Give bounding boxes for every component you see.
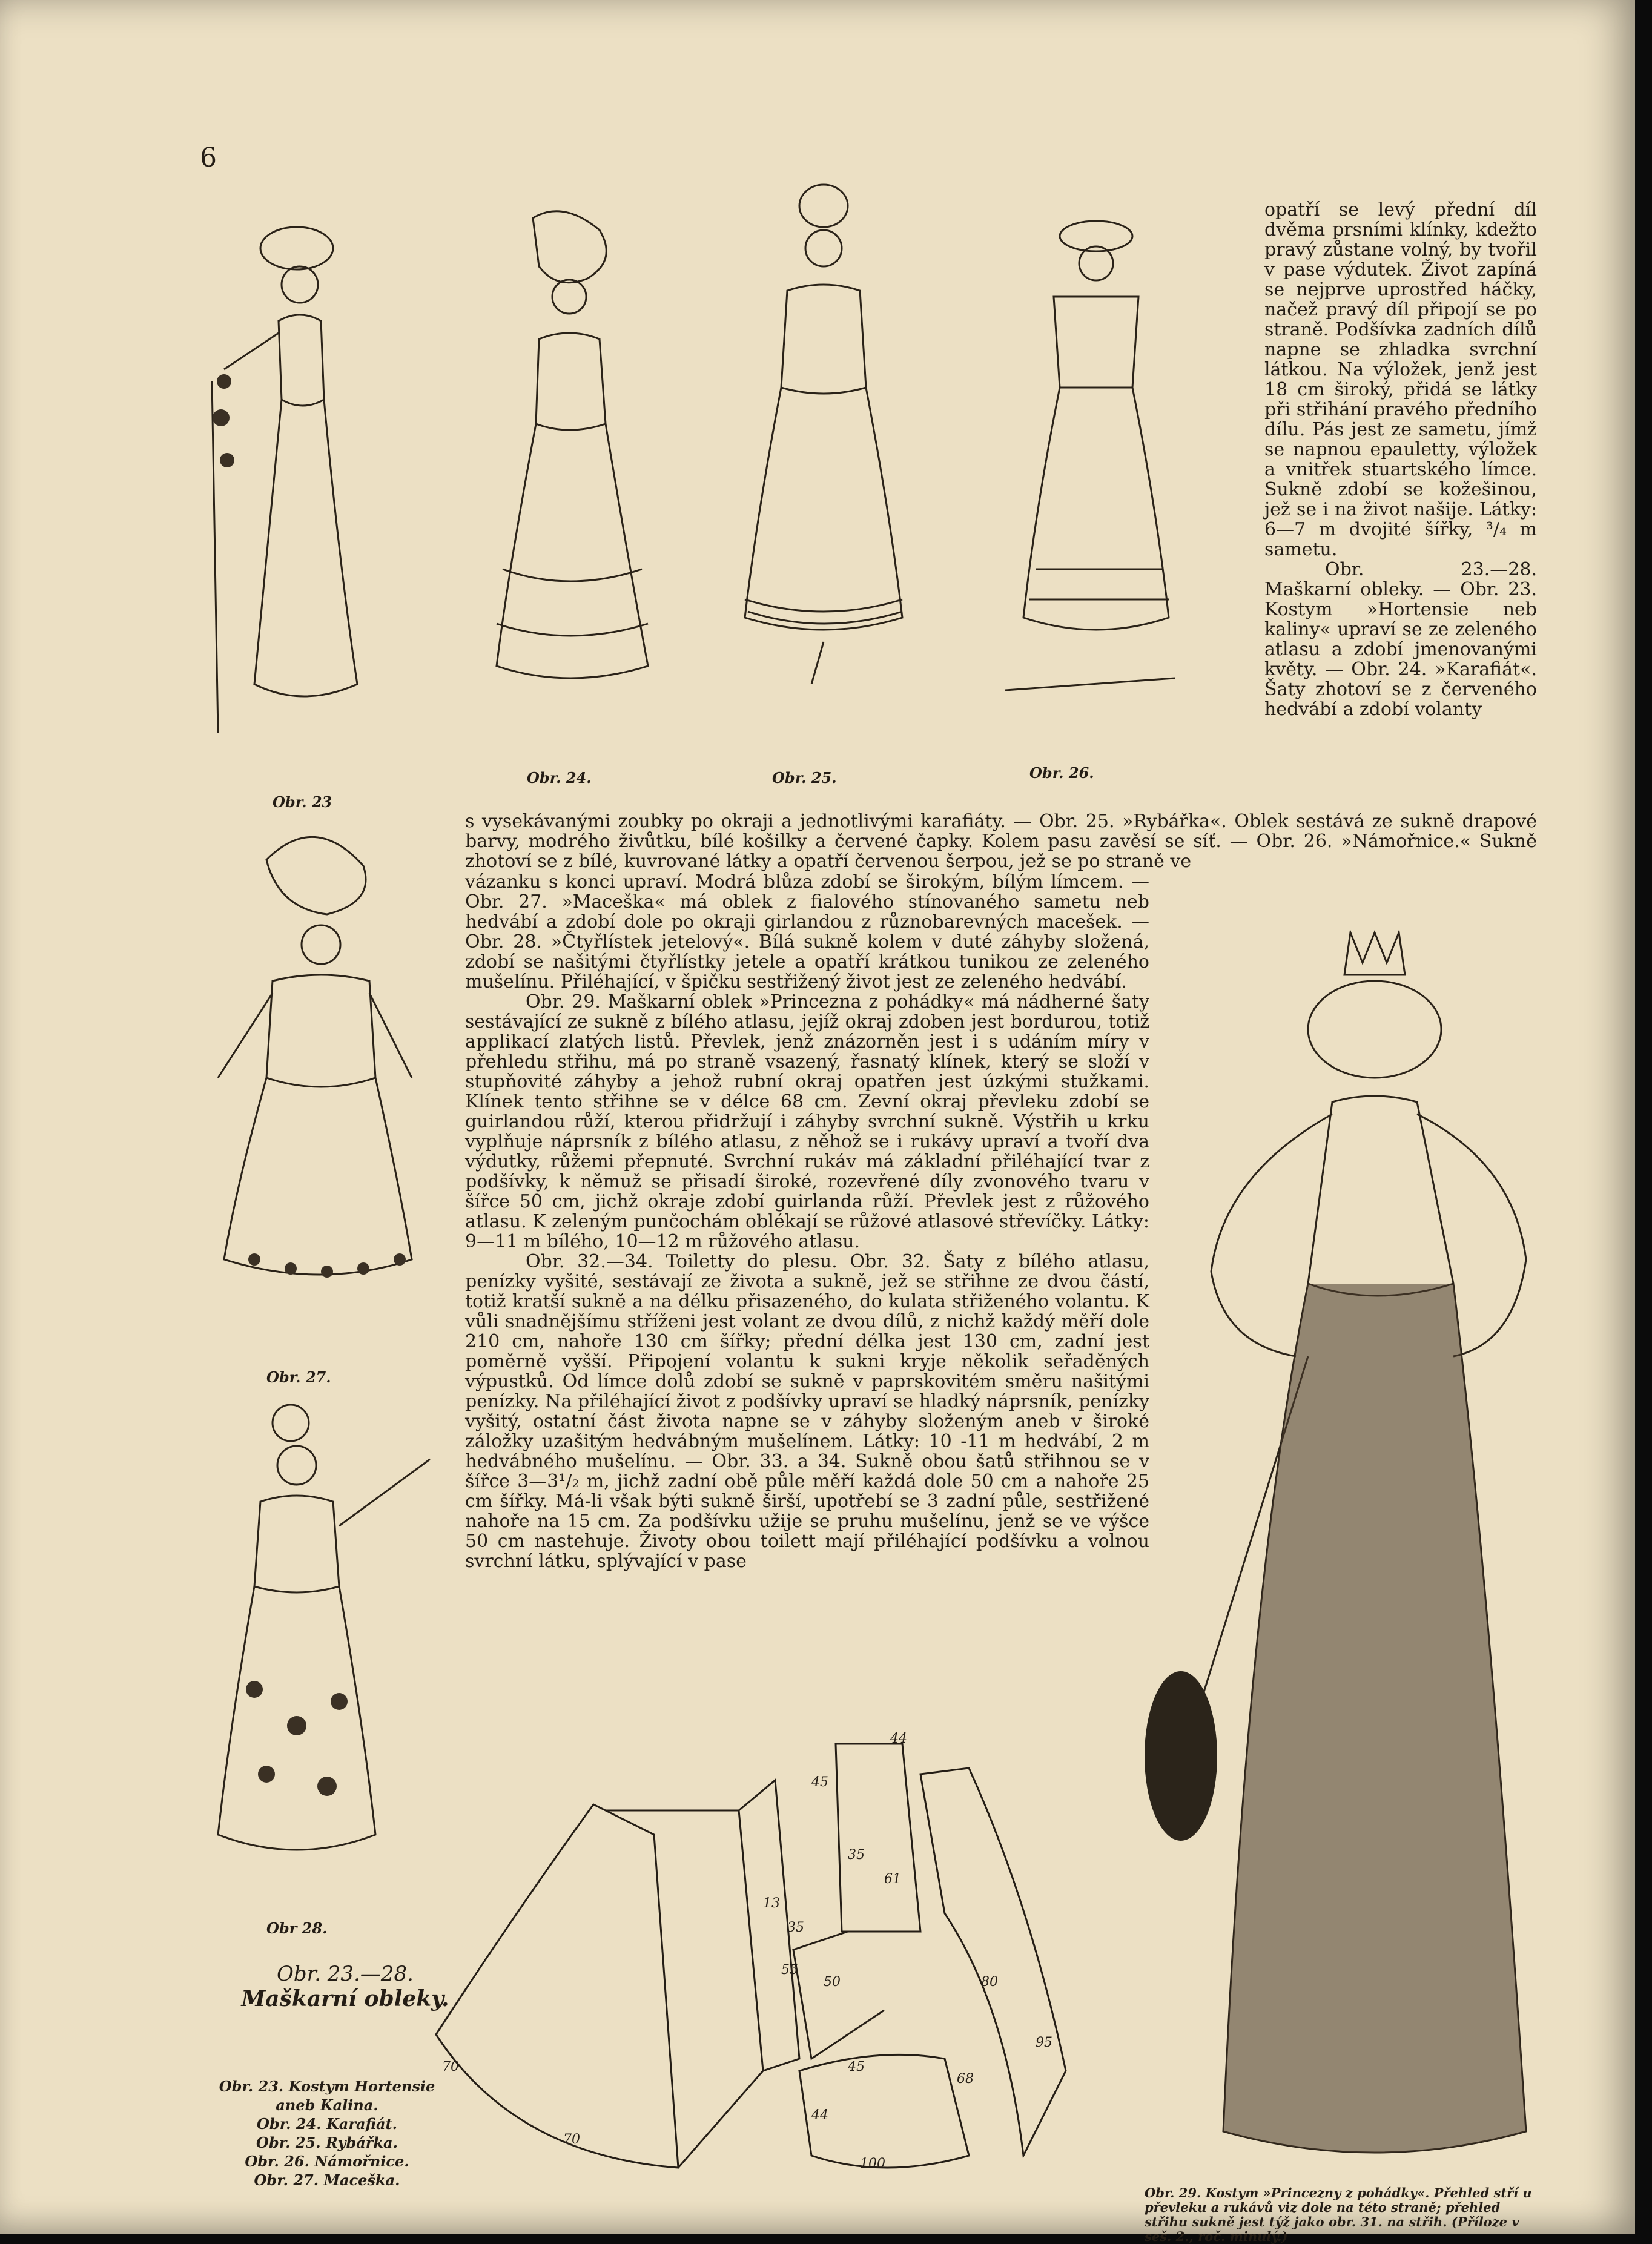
- pattern-label: 50: [824, 1975, 841, 1990]
- figure-23-label: Obr. 23: [273, 793, 332, 811]
- body-paragraph: Obr. 32.—34. Toiletty do plesu. Obr. 32. Šaty z bílého atlasu, penízky vyšité, sestávají ze života a sukně, jež se střihne ze dvou částí, totiž kratší sukně a na délku přisazeného, do kulata střiženého volantu. K vůli snadnějšímu stříženi jest volant ze dvou dílů, z nichž každý měří dole 210 cm, nahoře 130 cm šířky; přední délka jest 130 cm, zadní jest poměrně vyšší. Připojení volantu k sukni kryje několik seřaděných výpustků. Od límce dolů zdobí se sukně v paprskovitém směru našitými penízky. Na přiléhající život z podšívky upraví se hladký náprsník, penízky vyšitý, ostatní část života napne se v záhyby složeným aneb v široké záložky uzašitým hedvábným mušelínem. Látky: 10 -11 m hedvábí, 2 m hedvábného mušelínu. — Obr. 33. a 34. Sukně obou šatů střihnou se v šířce 3—3¹/₂ m, jichž zadní obě půle měří každá dole 50 cm a nahoře 25 cm šířky. Má-li však býti sukně širší, upotřebí se 3 zadní půle, sestřižené nahoře na 15 cm. Za podšívku užije se pruhu mušelínu, jenž se ve výšce 50 cm nastehuje. Životy obou toilett mají přiléhající podšívku a volnou svrchní látku, splývající v pase: [465, 1251, 1149, 1572]
- right-paragraph: Obr. 23.—28. Maškarní obleky. — Obr. 23. Kostym »Hortensie neb kaliny« upraví se ze zeleného atlasu a zdobí jmenovanými květy. — Obr. 24. »Karafiát«. Šaty zhotoví se z červeného hedvábí a zdobí volanty: [1264, 559, 1537, 720]
- wide-paragraph: s vysekávanými zoubky po okraji a jednotlivými karafiáty. — Obr. 25. »Rybářka«. Oblek sestává ze sukně drapové barvy, modrého živůtku, bílé košilky a červené čapky. Kolem pasu zavěsí se síť. — Obr. 26. »Námořnice.« Sukně zhotoví se z bílé, kuvrované látky a opatří červenou šerpou, jež se po straně ve: [465, 811, 1537, 872]
- pattern-label: 70: [563, 2132, 580, 2147]
- legend-item: Obr. 25. Rybářka.: [256, 2134, 398, 2151]
- figure-29-caption: Obr. 29. Kostym »Princezny z pohádky«. Přehled stří u převleku a rukávů viz dole na této straně; přehled střihu sukně jest týž jako obr. 31. na střih. (Příloze v seš. 2., roč. minulý.): [1145, 2185, 1532, 2244]
- pattern-label: 44: [811, 2108, 828, 2123]
- figure-29-illustration: [1090, 920, 1550, 2180]
- figure-27-illustration: [182, 823, 436, 1308]
- pattern-label: 35: [848, 1847, 865, 1863]
- figure-26-illustration: [981, 206, 1199, 708]
- figure-24-label: Obr. 24.: [527, 769, 592, 787]
- right-column-text: [1264, 200, 1537, 719]
- legend-title: Obr. 23.—28.: [277, 1962, 414, 1986]
- pattern-label: 35: [787, 1920, 804, 1935]
- sewing-pattern-diagram: [424, 1732, 1084, 2180]
- pattern-label: 100: [860, 2156, 885, 2171]
- page-number: 6: [200, 142, 217, 173]
- wide-text: [465, 811, 1537, 871]
- figure-25-label: Obr. 25.: [772, 769, 837, 787]
- pattern-label: 45: [811, 1775, 828, 1790]
- legend-subtitle: Maškarní obleky.: [241, 1986, 449, 2011]
- pattern-label: 61: [884, 1872, 901, 1887]
- pattern-label: 95: [1036, 2035, 1052, 2050]
- figures-legend-title: [230, 1962, 460, 2011]
- right-paragraph: opatří se levý přední díl dvěma prsními klínky, kdežto pravý zůstane volný, by tvořil v pase výdutek. Život zapíná se nejprve uprostřed háčky, načež pravý díl připojí se po straně. Podšívka zadních dílů napne se zhladka svrchní látkou. Na výložek, jenž jest 18 cm široký, přidá se látky při střihání pravého předního dílu. Pás jest ze sametu, jímž se napnou epauletty, výložek a vnitřek stuartského límce. Sukně zdobí se kožešinou, jež se i na život našije. Látky: 6—7 m dvojité šířky, ³/₄ m sametu.: [1264, 199, 1537, 560]
- pattern-label: 80: [981, 1975, 998, 1990]
- pattern-label: 70: [442, 2059, 459, 2074]
- figure-23-illustration: [182, 200, 388, 745]
- pattern-label: 55: [781, 1962, 798, 1978]
- pattern-label: 68: [957, 2071, 974, 2087]
- body-paragraph: Obr. 29. Maškarní oblek »Princezna z pohádky« má nádherné šaty sestávající ze sukně z bílého atlasu, jejíž okraj zdoben jest bordurou, totiž applikací zlatých listů. Převlek, jenž znázorněn jest i s udáním míry v přehledu střihu, má po straně vsazený, řasnatý klínek, který se složí v stupňovité záhyby a jehož rubní okraj opatřen jest úzkými stužkami. Klínek tento střihne se v délce 68 cm. Zevní okraj převleku zdobí se guirlandou růží, kterou přidržují i záhyby svrchní sukně. Výstřih u krku vyplňuje náprsník z bílého atlasu, z něhož se i rukávy upraví a tvoří dva výdutky, růžemi přepnuté. Svrchní rukáv má základní přiléhající tvar z podšívky, k němuž se přisadí široké, rozevřené díly zvonového tvaru v šířce 50 cm, jichž okraje zdobí guirlanda růží. Převlek jest z růžového atlasu. K zeleným punčochám oblékají se růžové atlasové střevíčky. Látky: 9—11 m bílého, 10—12 m růžového atlasu.: [465, 991, 1149, 1252]
- pattern-label: 13: [763, 1896, 780, 1911]
- figure-28-label: Obr 28.: [266, 1919, 328, 1937]
- pattern-label: 45: [848, 2059, 865, 2074]
- body-text: [465, 872, 1149, 1571]
- body-paragraph: vázanku s konci upraví. Modrá blůza zdobí se širokým, bílým límcem. — Obr. 27. »Maceška« má oblek z fialového stínovaného sametu neb hedvábí a zdobí dole po okraji girlandou z různobarevných macešek. — Obr. 28. »Čtyřlístek jetelový«. Bílá sukně kolem v duté záhyby složená, zdobí se našitými čtyřlístky jetele a opatří krátkou tunikou ze zeleného mušelínu. Přiléhající, v špičku sestřižený život jest ze zeleného hedvábí.: [465, 871, 1149, 992]
- legend-item: Obr. 26. Námořnice.: [245, 2153, 409, 2170]
- figure-27-label: Obr. 27.: [266, 1368, 331, 1386]
- pattern-label: 44: [890, 1732, 907, 1746]
- figure-25-illustration: [721, 182, 927, 684]
- legend-item: Obr. 24. Karafiát.: [257, 2115, 397, 2133]
- figures-legend-list: [206, 2077, 448, 2190]
- legend-item: Obr. 23. Kostym Hortensie aneb Kalina.: [219, 2077, 435, 2114]
- legend-item: Obr. 27. Maceška.: [254, 2171, 400, 2189]
- figure-28-illustration: [206, 1387, 448, 1907]
- figure-26-label: Obr. 26.: [1029, 764, 1094, 782]
- figure-24-illustration: [448, 206, 678, 708]
